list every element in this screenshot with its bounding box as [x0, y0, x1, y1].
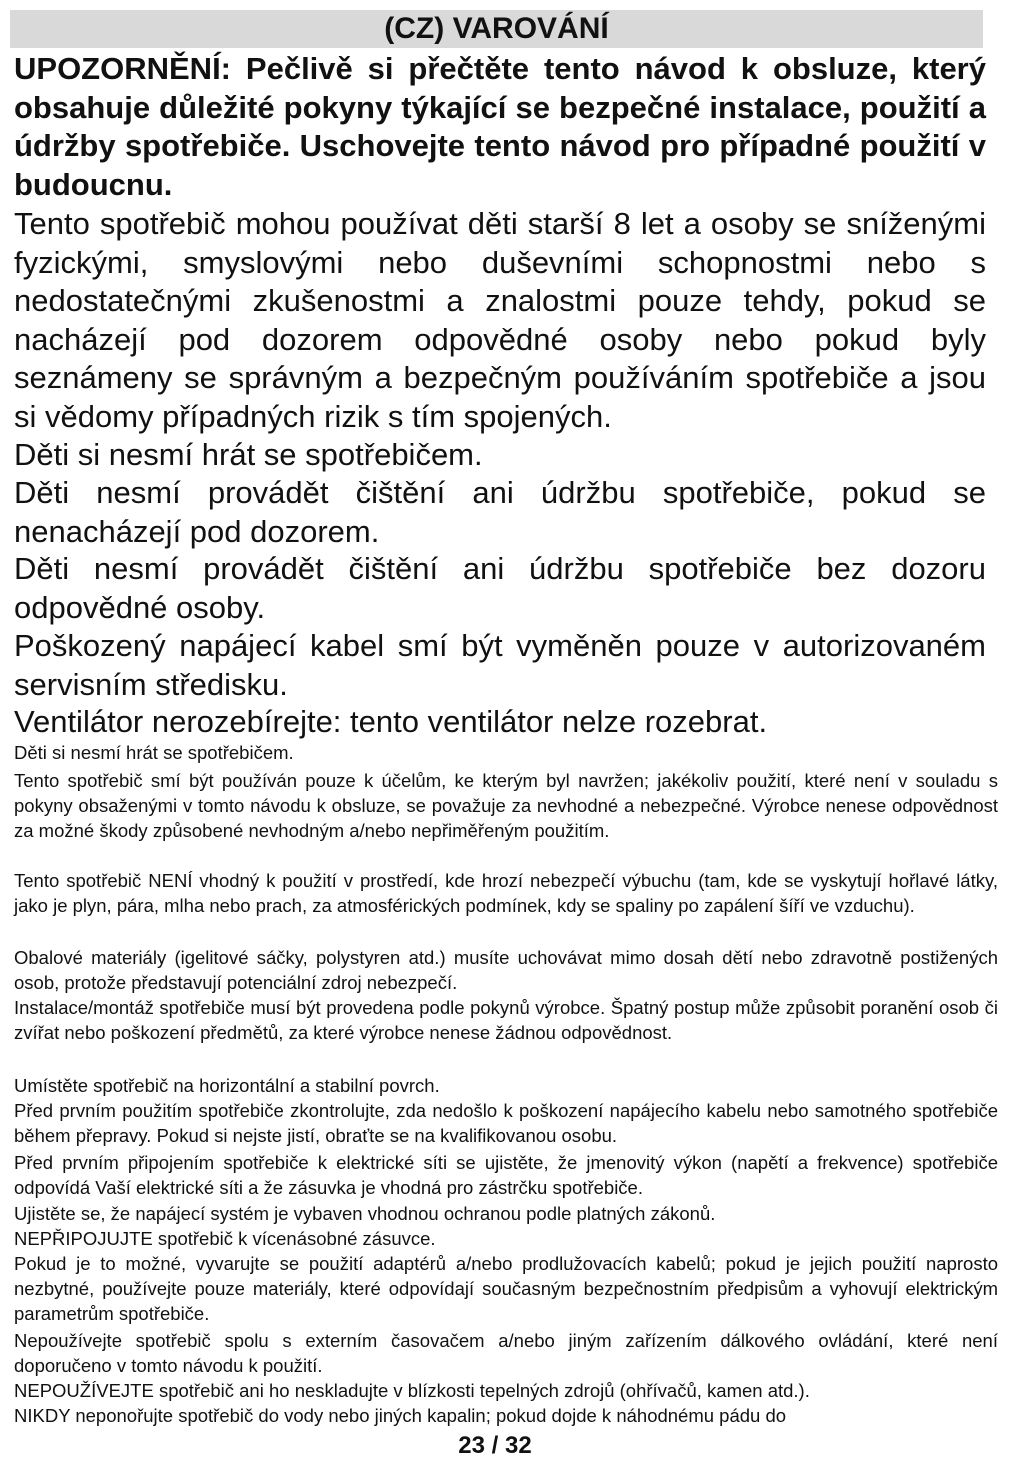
paragraph-disassembly: Ventilátor nerozebírejte: tento ventilátor nelze rozebrat. — [14, 704, 768, 739]
paragraph-supervision: Tento spotřebič mohou používat děti starší 8 let a osoby se sníženými fyzickými, smyslovými nebo duševními schopnostmi nebo s nedostatečnými zkušenostmi a znalostmi pouze tehdy, pokud se nacházejí pod dozorem odpovědné osoby nebo pokud byly seznámeny se správným a bezpečným používáním spotřebiče a jsou si vědomy případných rizik s tím spojených. — [14, 206, 986, 434]
small-paragraph-water: NIKDY neponořujte spotřebič do vody nebo jiných kapalin; pokud dojde k náhodnému pádu do — [14, 1405, 787, 1426]
small-paragraph-intended-use: Tento spotřebič smí být používán pouze k účelům, ke kterým byl navržen; jakékoliv použití, které není v souladu s pokyny obsaženými v tomto návodu k obsluze, se považuje za nevhodné a nebezpečné. Výrobce nenese odpovědnost za možné škody způsobené nevhodným a/nebo nepřiměřeným použitím. — [14, 770, 998, 841]
small-paragraph-inspection: Před prvním použitím spotřebiče zkontrolujte, zda nedošlo k poškození napájecího kabelu nebo samotného spotřebiče během přepravy. Pokud si nejste jistí, obraťte se na kvalifikovanou osobu. — [14, 1100, 998, 1146]
small-paragraph-adapters: Pokud je to možné, vyvarujte se použití adaptérů a/nebo prodlužovacích kabelů; pokud je jejich použití naprosto nezbytné, používejte pouze materiály, které odpovídají současným bezpečnostním předpisům a vyhovují elektrickým parametrům spotřebiče. — [14, 1253, 998, 1324]
small-paragraph-installation: Instalace/montáž spotřebiče musí být provedena podle pokynů výrobce. Špatný postup může způsobit poranění osob či zvířat nebo poškození předmětů, za které výrobce nenese žádnou odpovědnost. — [14, 997, 998, 1043]
small-paragraph-rated-power: Před prvním připojením spotřebiče k elektrické síti se ujistěte, že jmenovitý výkon (napětí a frekvence) spotřebiče odpovídá Vaší elektrické síti a že zásuvka je vhodná pro zástrčku spotřebiče. — [14, 1152, 998, 1198]
small-paragraph-placement: Umístěte spotřebič na horizontální a stabilní povrch. — [14, 1075, 440, 1096]
small-paragraph-children-play: Děti si nesmí hrát se spotřebičem. — [14, 742, 294, 763]
paragraph-children-play: Děti si nesmí hrát se spotřebičem. — [14, 437, 483, 472]
small-paragraph-heat-sources: NEPOUŽÍVEJTE spotřebič ani ho neskladujte v blízkosti tepelných zdrojů (ohřívačů, kamen atd.). — [14, 1380, 810, 1401]
small-paragraph-timer: Nepoužívejte spotřebič spolu s externím časovačem a/nebo jiným zařízením dálkového ovládání, které není doporučeno v tomto návodu k použití. — [14, 1330, 998, 1376]
small-paragraph-multiple-socket: NEPŘIPOJUJTE spotřebič k vícenásobné zásuvce. — [14, 1228, 436, 1249]
paragraph-children-cleaning-unsupervised: Děti nesmí provádět čištění ani údržbu spotřebiče bez dozoru odpovědné osoby. — [14, 551, 986, 625]
section-title: (CZ) VAROVÁNÍ — [10, 10, 983, 48]
paragraph-power-cable: Poškozený napájecí kabel smí být vyměněn pouze v autorizovaném servisním středisku. — [14, 628, 986, 702]
paragraph-children-cleaning-supervised: Děti nesmí provádět čištění ani údržbu spotřebiče, pokud se nenacházejí pod dozorem. — [14, 475, 986, 549]
small-paragraph-packaging: Obalové materiály (igelitové sáčky, polystyren atd.) musíte uchovávat mimo dosah dětí nebo zdravotně postižených osob, protože představují potenciální zdroj nebezpečí. — [14, 947, 998, 993]
warning-lead-paragraph: UPOZORNĚNÍ: Pečlivě si přečtěte tento návod k obsluze, který obsahuje důležité pokyny týkající se bezpečné instalace, použití a údržby spotřebiče. Uschovejte tento návod pro případné použití v budoucnu. — [14, 51, 986, 202]
small-paragraph-explosive-environment: Tento spotřebič NENÍ vhodný k použití v prostředí, kde hrozí nebezpečí výbuchu (tam, kde se vyskytují hořlavé látky, jako je plyn, pára, mlha nebo prach, za atmosférických podmínek, kdy se spaliny po zapálení šíří ve vzduchu). — [14, 870, 998, 916]
page-number: 23 / 32 — [458, 1432, 532, 1459]
small-paragraph-protection: Ujistěte se, že napájecí systém je vybaven vhodnou ochranou podle platných zákonů. — [14, 1203, 716, 1224]
